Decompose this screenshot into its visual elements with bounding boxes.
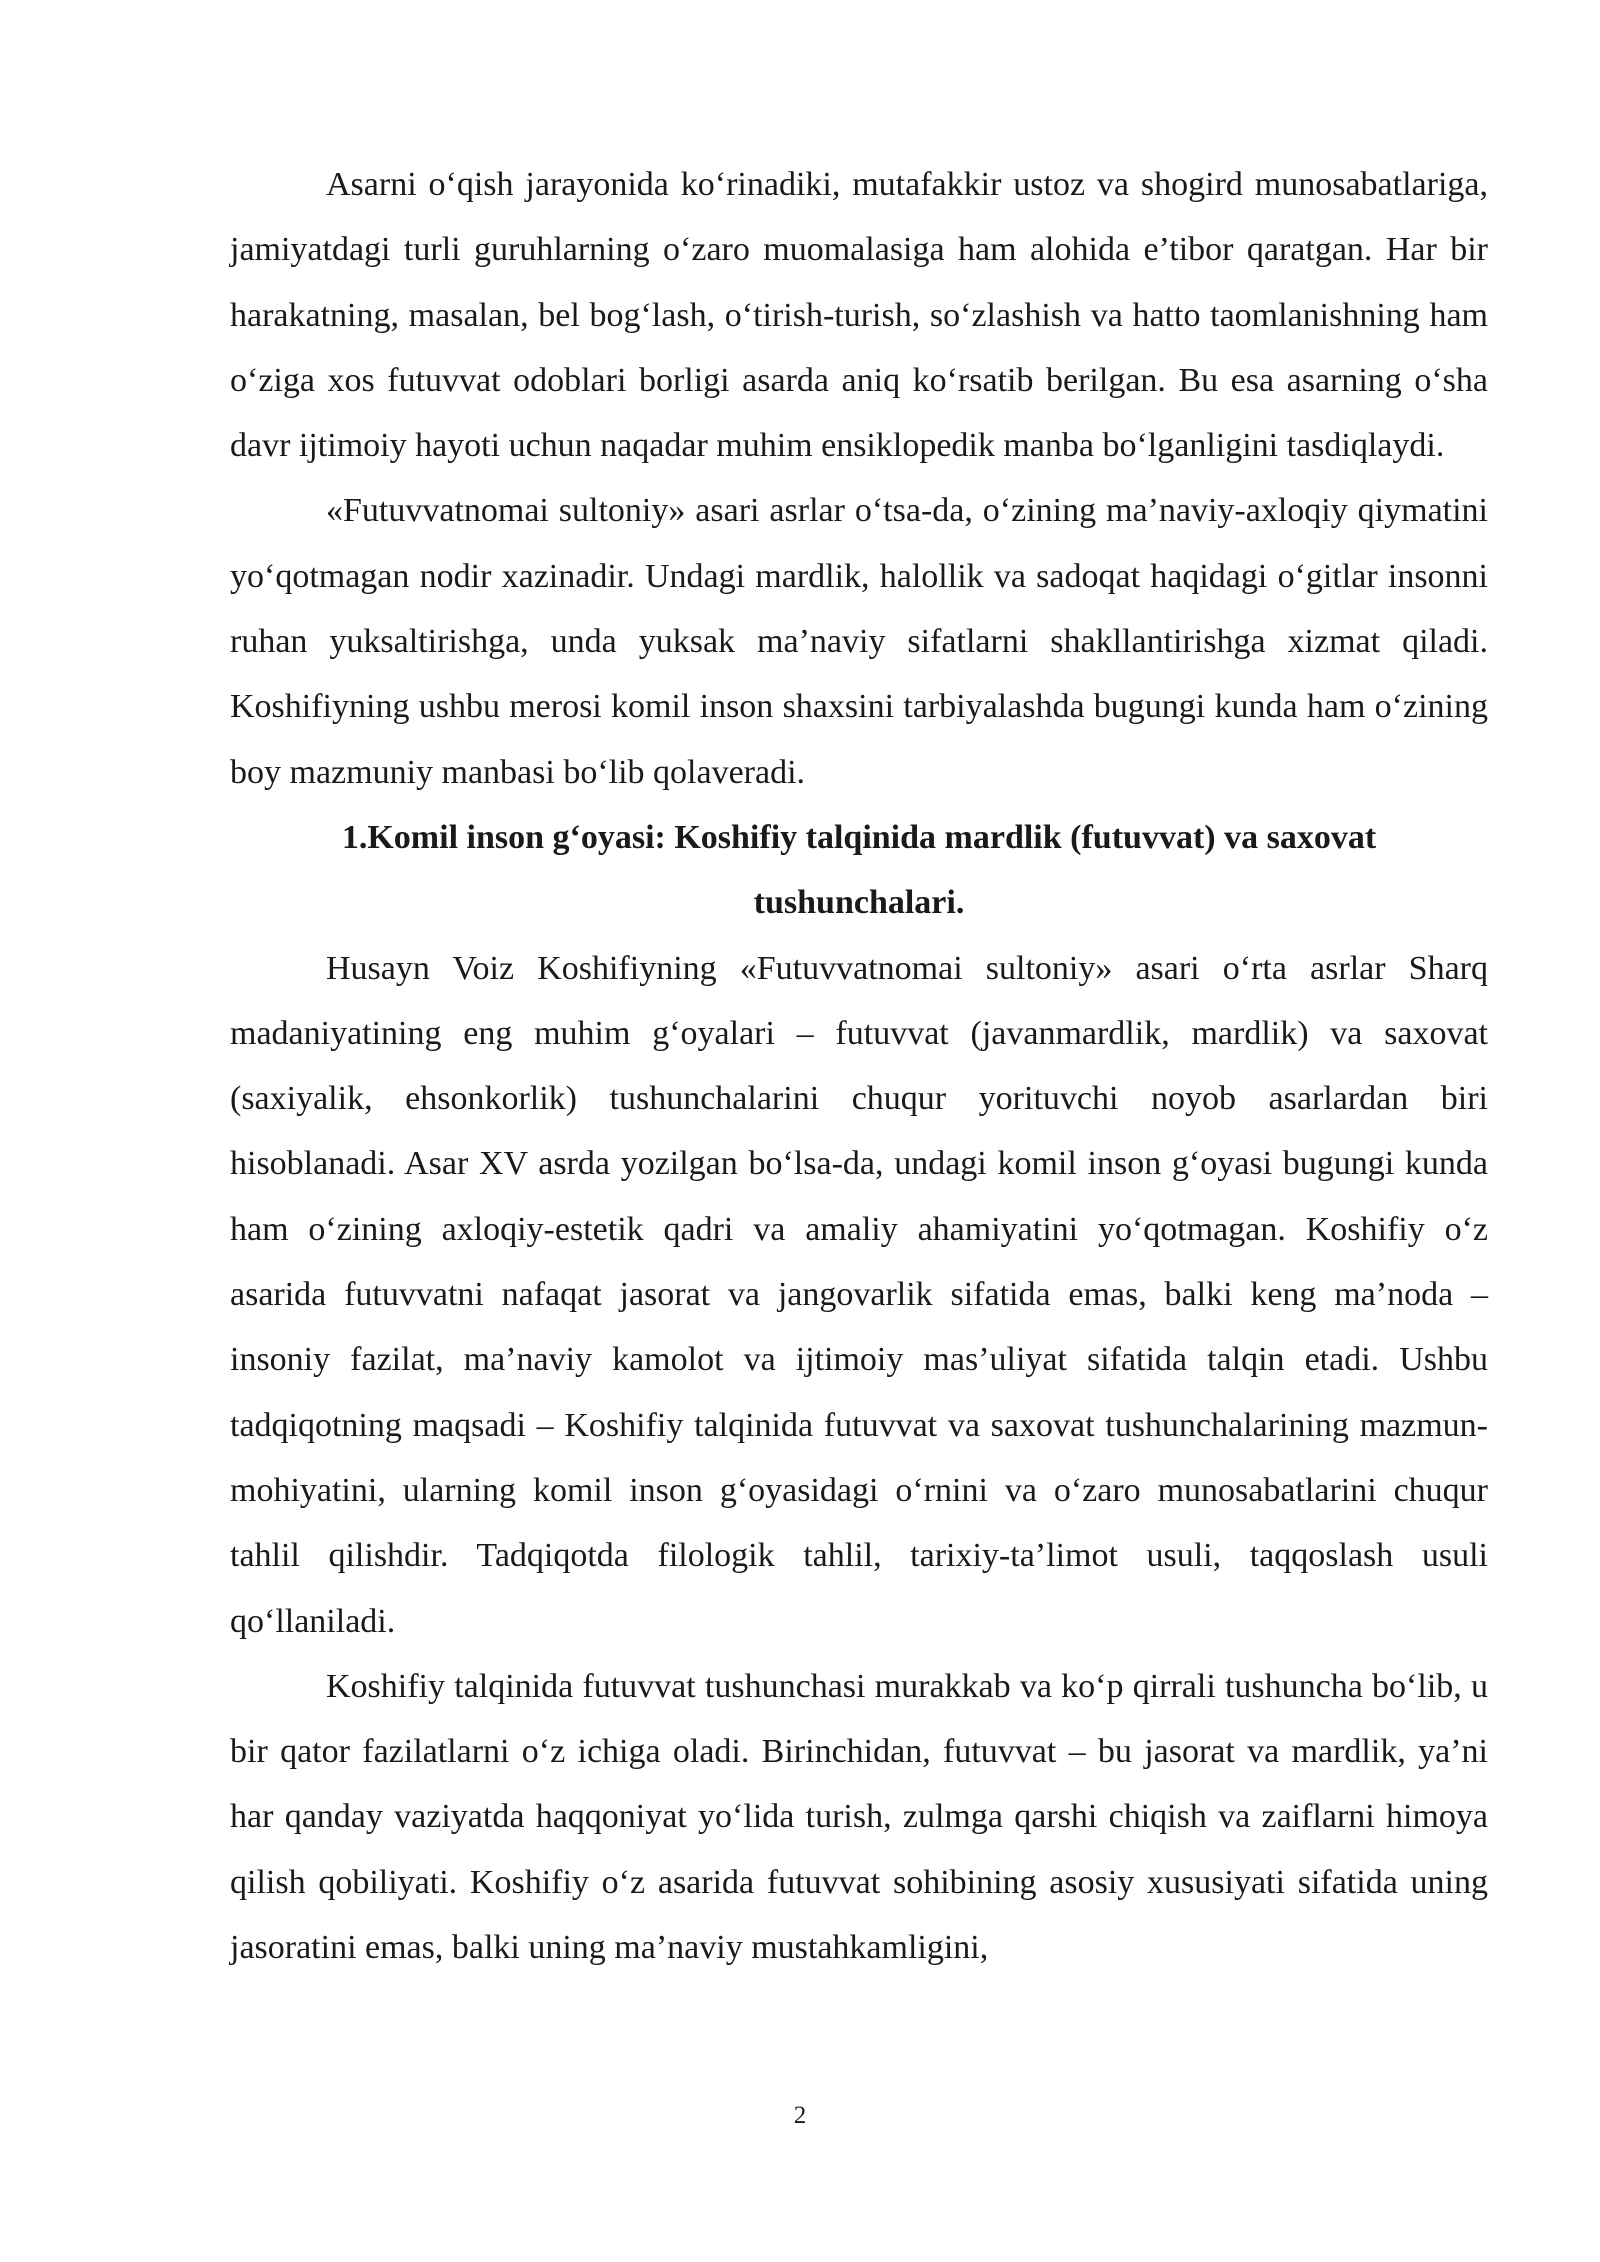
- document-page: [230, 152, 1488, 1980]
- body-paragraph: Koshifiy talqinida futuvvat tushunchasi murakkab va ko‘p qirrali tushuncha bo‘lib, u bir qator fazilatlarni o‘z ichiga oladi. Birinchidan, futuvvat – bu jasorat va mardlik, ya’ni har qanday vaziyatda haqqoniyat yo‘lida turish, zulmga qarshi chiqish va zaiflarni himoya qilish qobiliyati. Koshifiy o‘z asarida futuvvat sohibining asosiy xususiyati sifatida uning jasoratini emas, balki uning ma’naviy mustahkamligini,: [230, 1667, 1488, 1967]
- body-paragraph: Husayn Voiz Koshifiyning «Futuvvatnomai sultoniy» asari o‘rta asrlar Sharq madaniyatining eng muhim g‘oyalari – futuvvat (javanmardlik, mardlik) va saxovat (saxiyalik, ehsonkorlik) tushunchalarini chuqur yorituvchi noyob asarlardan biri hisoblanadi. Asar XV asrda yozilgan bo‘lsa-da, undagi komil inson g‘oyasi bugungi kunda ham o‘zining axloqiy-estetik qadri va amaliy ahamiyatini yo‘qotmagan. Koshifiy o‘z asarida futuvvatni nafaqat jasorat va jangovarlik sifatida emas, balki keng ma’noda – insoniy fazilat, ma’naviy kamolot va ijtimoiy mas’uliyat sifatida talqin etadi. Ushbu tadqiqotning maqsadi – Koshifiy talqinida futuvvat va saxovat tushunchalarining mazmun-mohiyatini, ularning komil inson g‘oyasidagi o‘rnini va o‘zaro munosabatlarini chuqur tahlil qilishdir. Tadqiqotda filologik tahlil, tarixiy-ta’limot usuli, taqqoslash usuli qo‘llaniladi.: [230, 949, 1488, 1640]
- body-paragraph: Asarni o‘qish jarayonida ko‘rinadiki, mutafakkir ustoz va shogird munosabatlariga, jamiyatdagi turli guruhlarning o‘zaro muomalasiga ham alohida e’tibor qaratgan. Har bir harakatning, masalan, bel bog‘lash, o‘tirish-turish, so‘zlashish va hatto taomlanishning ham o‘ziga xos futuvvat odoblari borligi asarda aniq ko‘rsatib berilgan. Bu esa asarning o‘sha davr ijtimoiy hayoti uchun naqadar muhim ensiklopedik manba bo‘lganligini tasdiqlaydi.: [230, 166, 1488, 465]
- page-number: 2: [793, 2102, 807, 2129]
- body-paragraph: «Futuvvatnomai sultoniy» asari asrlar o‘tsa-da, o‘zining ma’naviy-axloqiy qiymatini yo‘qotmagan nodir xazinadir. Undagi mardlik, halollik va sadoqat haqidagi o‘gitlar insonni ruhan yuksaltirishga, unda yuksak ma’naviy sifatlarni shakllantirishga xizmat qiladi. Koshifiyning ushbu merosi komil inson shaxsini tarbiyalashda bugungi kunda ham o‘zining boy mazmuniy manbasi bo‘lib qolaveradi.: [230, 492, 1488, 791]
- section-heading: 1.Komil inson g‘oyasi: Koshifiy talqinida mardlik (futuvvat) va saxovat tushunchalari.: [341, 818, 1377, 922]
